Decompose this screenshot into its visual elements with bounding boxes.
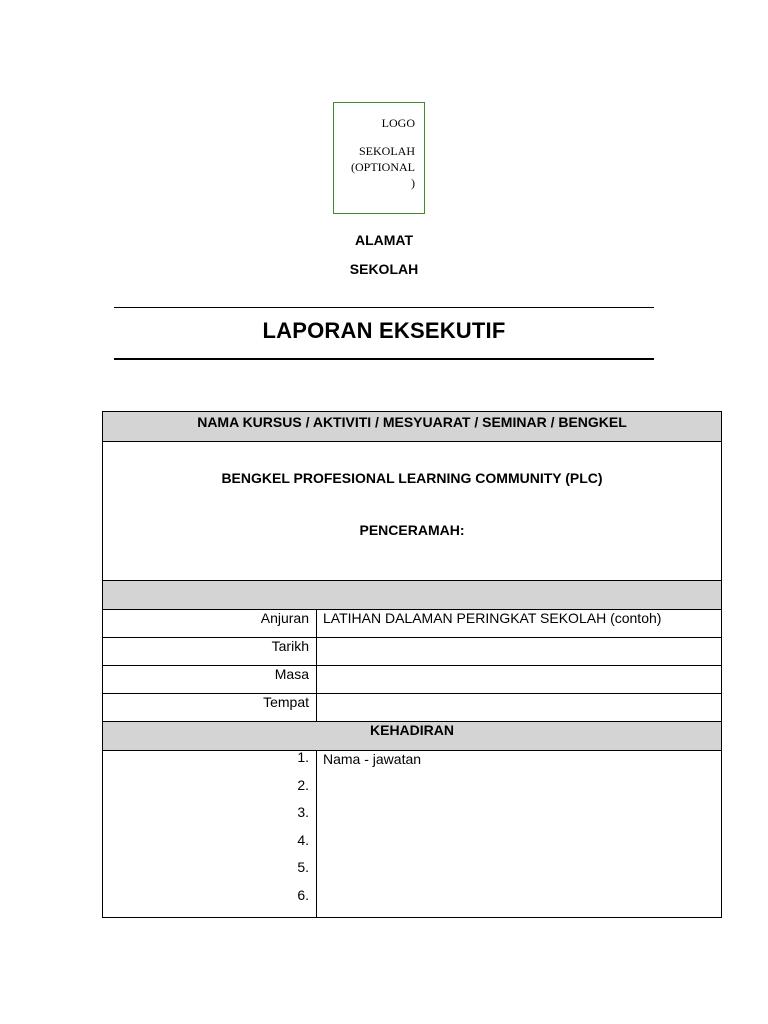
date-label: Tarikh	[103, 638, 317, 666]
course-details-cell[interactable]	[103, 442, 722, 581]
attendance-number: 2.	[297, 776, 309, 793]
title-top-rule	[114, 307, 654, 308]
attendance-number: 3.	[297, 804, 309, 821]
school-address-line-1: ALAMAT	[354, 232, 414, 248]
attendance-number: 6.	[297, 886, 309, 903]
title-bottom-rule	[114, 358, 654, 360]
organizer-label: Anjuran	[103, 610, 317, 638]
date-value[interactable]	[317, 638, 722, 666]
attendance-header: KEHADIRAN	[103, 722, 722, 751]
attendance-names-cell[interactable]	[317, 751, 722, 918]
venue-label: Tempat	[103, 694, 317, 722]
attendance-number-list	[103, 751, 317, 918]
report-form-table	[102, 411, 722, 918]
logo-label: LOGO	[381, 116, 415, 130]
logo-optional-close: )	[411, 176, 415, 190]
organizer-value[interactable]: LATIHAN DALAMAN PERINGKAT SEKOLAH (contoh)	[317, 610, 722, 638]
attendance-number: 5.	[297, 859, 309, 876]
venue-value[interactable]	[317, 694, 722, 722]
attendance-number: 1.	[297, 749, 309, 765]
logo-optional-label: (OPTIONAL	[351, 160, 415, 174]
blank-shaded-row	[103, 581, 722, 610]
table-row	[103, 638, 722, 666]
speaker-label: PENCERAMAH:	[359, 522, 465, 538]
school-logo-placeholder	[333, 102, 425, 214]
course-type-header: NAMA KURSUS / AKTIVITI / MESYUARAT / SEMINAR / BENGKEL	[103, 412, 722, 442]
time-value[interactable]	[317, 666, 722, 694]
table-row	[103, 666, 722, 694]
table-row	[103, 694, 722, 722]
time-label: Masa	[103, 666, 317, 694]
attendance-number: 4.	[297, 831, 309, 848]
course-name: BENGKEL PROFESIONAL LEARNING COMMUNITY (PLC)	[221, 470, 603, 486]
table-row	[103, 610, 722, 638]
school-address-line-2: SEKOLAH	[349, 261, 419, 277]
logo-school-label: SEKOLAH	[359, 144, 415, 158]
attendance-first-entry: Nama - jawatan	[323, 751, 422, 767]
report-title: LAPORAN EKSEKUTIF	[262, 318, 506, 343]
